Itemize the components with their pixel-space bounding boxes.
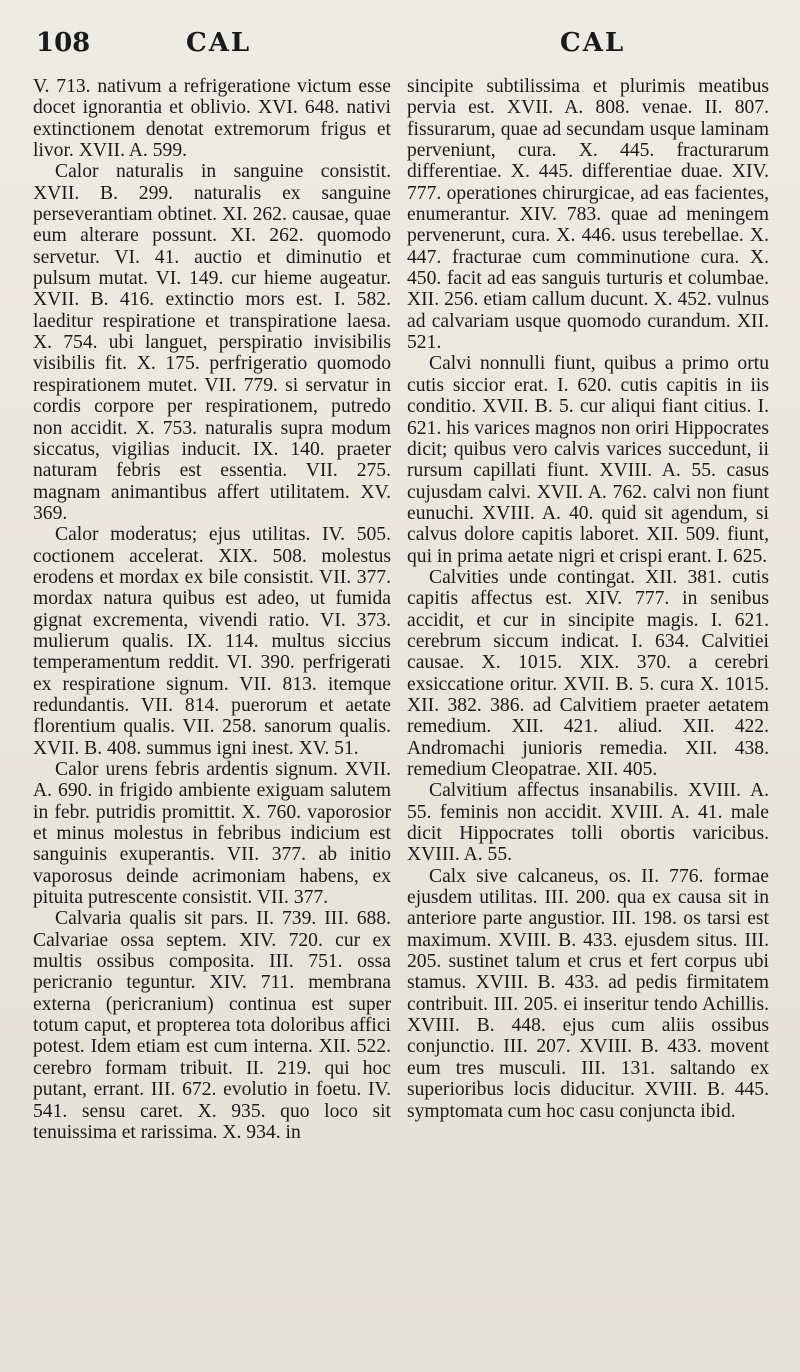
running-head-left: CAL: [186, 28, 252, 58]
entry-calvitium: Calvitium affectus insanabilis. XVIII. A. 55. feminis non accidit. XVIII. A. 41. male dicit Hippocrates tolli obortis varicibus. XVIII. A. 55.: [407, 780, 769, 866]
entry-calvaria-continued: sincipite subtilissima et plurimis meatibus pervia est. XVII. A. 808. venae. II. 807. fissurarum, quae ad secundam usque laminam perveniunt, cura. X. 445. fracturarum differentiae. X. 445. differentiae duae. XIV. 777. operationes chirurgicae, ad eas facientes, enumerantur. XIV. 783. quae ad meningem pervenerunt, cura. X. 446. usus terebellae. X. 447. fracturae cum comminutione cura. X. 450. facit ad eas sanguis turturis et columbae. XII. 256. etiam callum ducunt. X. 452. vulnus ad calvariam usque quomodo curandum. XII. 521.: [407, 76, 769, 354]
entry-calx: Calx sive calcaneus, os. II. 776. formae ejusdem utilitas. III. 200. qua ex causa sit in anteriore parte angustior. III. 198. os tarsi est maximum. XVIII. B. 433. ejusdem situs. III. 205. sustinet talum et crus et fert corpus ubi stamus. XVIII. B. 433. ad pedis firmitatem contribuit. III. 205. ei inseritur tendo Achillis. XVIII. B. 448. ejus cum aliis ossibus conjunctio. III. 207. XVIII. B. 433. movent eum tres musculi. III. 131. saltando ex superioribus locis diducitur. XVIII. B. 445. symptomata cum hoc casu conjuncta ibid.: [407, 865, 769, 1122]
entry-calor-continued: V. 713. nativum a refrigeratione victum esse docet ignorantia et oblivio. XVI. 648. nativi extinctionem denotat extremorum frigus et livor. XVII. A. 599.: [33, 76, 391, 162]
left-column: [33, 76, 391, 1366]
right-column: [407, 76, 769, 1366]
running-head-right: CAL: [560, 28, 626, 58]
entry-calvities: Calvities unde contingat. XII. 381. cutis capitis affectus est. XIV. 777. in senibus accidit, et cur in sincipite magis. I. 621. cerebrum siccum indicat. I. 634. Calvitiei causae. X. 1015. XIX. 370. a cerebri exsiccatione oritur. XVII. B. 5. cura X. 1015. XII. 382. 386. ad Calvitiem praeter aetatem remedium. XII. 421. aliud. XII. 422. Andromachi junioris remedia. XII. 438. remedium Cleopatrae. XII. 405.: [407, 566, 769, 780]
entry-calor-urens: Calor urens febris ardentis signum. XVII. A. 690. in frigido ambiente exiguam salutem in febr. putridis promittit. X. 760. vaporosior et minus molestus in febribus indicium est sanguinis exuperantis. VII. 377. ab initio vaporosus deinde acrimoniam habens, ex pituita putrescente consistit. VII. 377.: [33, 759, 391, 909]
entry-calvaria: Calvaria qualis sit pars. II. 739. III. 688. Calvariae ossa septem. XIV. 720. cur ex multis ossibus composita. III. 751. ossa pericranio teguntur. XIV. 711. membrana externa (pericranium) continua est super totum caput, et propterea tota doloribus affici potest. Idem etiam est cum interna. XII. 522. cerebro formam tribuit. II. 219. qui hoc putant, errant. III. 672. evolutio in foetu. IV. 541. sensu caret. X. 935. quo loco sit tenuissima et rarissima. X. 934. in: [33, 908, 391, 1143]
entry-calvi: Calvi nonnulli fiunt, quibus a primo ortu cutis siccior erat. I. 620. cutis capitis in iis conditio. XVII. B. 5. cur aliqui fiant citius. I. 621. his varices magnos non oriri Hippocrates dicit; quibus vero calvis varices succedunt, ii rursum capillati fiunt. XVIII. A. 55. casus cujusdam calvi. XVII. A. 762. calvi non fiunt eunuchi. XVIII. A. 40. quid sit agendum, si calvus dolore capitis laboret. XII. 509. fiunt, qui in prima aetate nigri et crispi erant. I. 625.: [407, 353, 769, 567]
entry-calor-naturalis: Calor naturalis in sanguine consistit. XVII. B. 299. naturalis ex sanguine perseverantiam obtinet. XI. 262. causae, quae eum alterare possunt. XI. 262. quomodo servetur. VI. 41. auctio et diminutio et pulsum mutat. VI. 149. cur hieme augeatur. XVII. B. 416. extinctio mors est. I. 582. laeditur respiratione et transpiratione laesa. X. 754. ubi languet, perspiratio invisibilis visibilis fit. X. 175. perfrigeratio quomodo respirationem mutet. VII. 779. si servatur in cordis corpore per respirationem, putredo non accidit. X. 753. naturalis supra modum siccatus, vigilias inducit. IX. 140. praeter naturam febris est essentia. VII. 275. magnam animantibus affert utilitatem. XV. 369.: [33, 161, 391, 524]
entry-calor-moderatus: Calor moderatus; ejus utilitas. IV. 505. coctionem accelerat. XIX. 508. molestus erodens et mordax ex bile consistit. VII. 377. mordax natura quibus est adeo, ut fumida gignat excrementa, vivendi ratio. VI. 373. mulierum qualis. IX. 114. multus siccius temperamentum reddit. VI. 390. perfrigerati ex respiratione signum. VII. 813. itemque redundantis. VII. 814. puerorum et aetate florentium qualis. VII. 258. sanorum qualis. XVII. B. 408. summus igni inest. XV. 51.: [33, 524, 391, 759]
page-header: [0, 22, 800, 74]
page-number: 108: [36, 28, 91, 58]
